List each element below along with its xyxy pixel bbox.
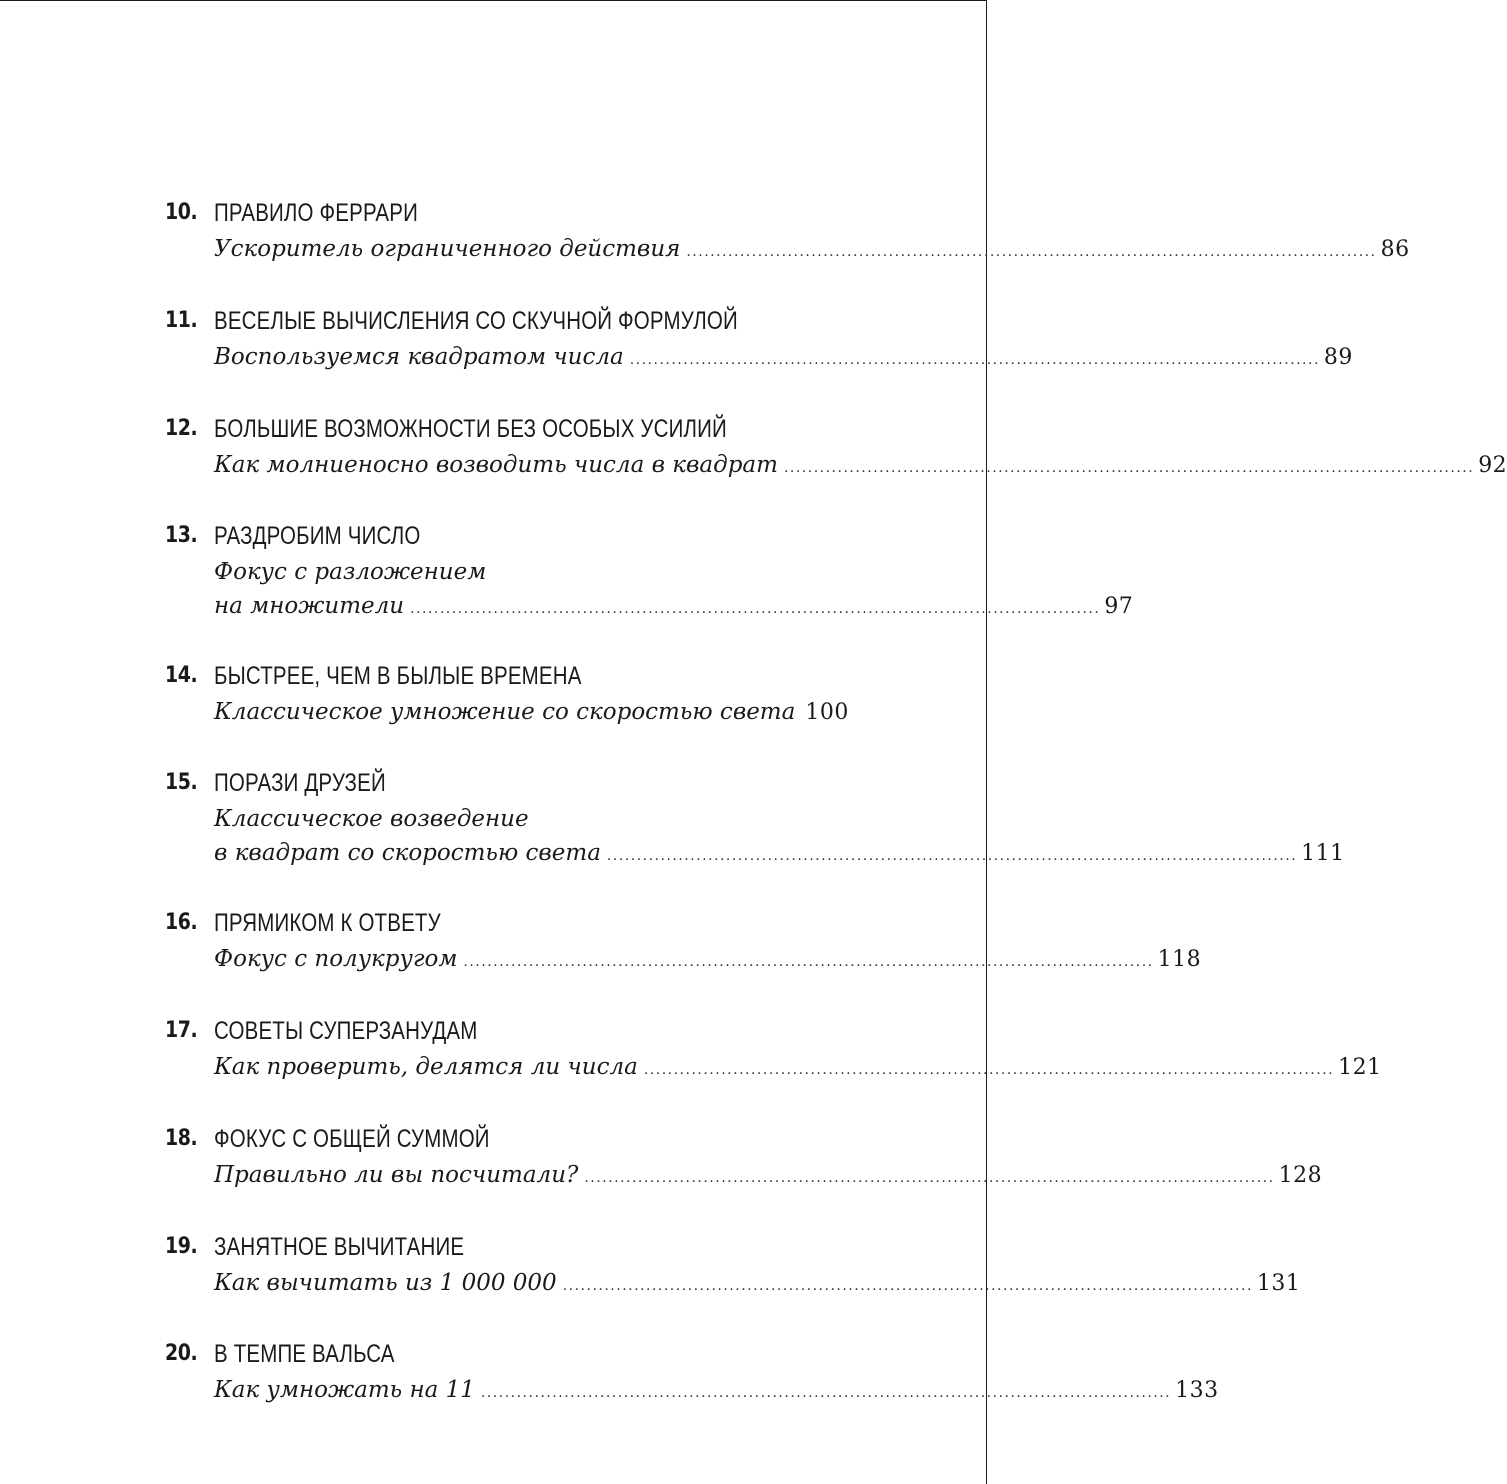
chapter-title: БЫСТРЕЕ, ЧЕМ В БЫЛЫЕ ВРЕМЕНА bbox=[214, 662, 582, 690]
page-number: 97 bbox=[1104, 594, 1134, 619]
chapter-subtitle bbox=[214, 234, 1410, 264]
page-number: 121 bbox=[1338, 1055, 1382, 1080]
page-number: 118 bbox=[1157, 947, 1202, 972]
page-number: 128 bbox=[1278, 1163, 1323, 1188]
subtitle-text-line1: Классическое возведение bbox=[214, 806, 529, 832]
chapter-number: 18. bbox=[165, 1126, 198, 1151]
dot-leader: .................................................................................................................... bbox=[480, 1385, 1172, 1401]
chapter-number: 10. bbox=[165, 200, 198, 225]
chapter-title: В ТЕМПЕ ВАЛЬСА bbox=[214, 1340, 395, 1368]
dot-leader: .................................................................................................................... bbox=[410, 601, 1101, 617]
dot-leader: .................................................................................................................... bbox=[783, 460, 1475, 476]
page-number: 111 bbox=[1301, 841, 1345, 866]
chapter-number: 15. bbox=[165, 770, 198, 795]
chapter-number: 13. bbox=[165, 523, 198, 548]
subtitle-text: Правильно ли вы посчитали? bbox=[214, 1162, 579, 1188]
chapter-subtitle bbox=[214, 1268, 1301, 1298]
dot-leader: .................................................................................................................... bbox=[463, 954, 1154, 970]
chapter-subtitle bbox=[214, 1375, 1219, 1405]
chapter-subtitle bbox=[214, 1160, 1323, 1190]
chapter-number: 20. bbox=[165, 1341, 198, 1366]
chapter-number: 19. bbox=[165, 1234, 198, 1259]
dot-leader: .................................................................................................................... bbox=[606, 848, 1298, 864]
page-number: 92 bbox=[1478, 453, 1507, 478]
chapter-title: РАЗДРОБИМ ЧИСЛО bbox=[214, 522, 421, 550]
subtitle-text: в квадрат со скоростью света bbox=[214, 840, 601, 866]
chapter-subtitle bbox=[214, 342, 1353, 372]
page-number: 133 bbox=[1175, 1378, 1219, 1403]
subtitle-text: Как молниеносно возводить числа в квадрат bbox=[214, 452, 778, 478]
chapter-title: БОЛЬШИЕ ВОЗМОЖНОСТИ БЕЗ ОСОБЫХ УСИЛИЙ bbox=[214, 415, 727, 443]
chapter-subtitle bbox=[214, 697, 848, 727]
subtitle-text: Воспользуемся квадратом числа bbox=[214, 344, 624, 370]
chapter-title: ПРЯМИКОМ К ОТВЕТУ bbox=[214, 909, 441, 937]
subtitle-text: Как проверить, делятся ли числа bbox=[214, 1054, 638, 1080]
page-number: 86 bbox=[1380, 237, 1410, 262]
dot-leader: .................................................................................................................... bbox=[562, 1278, 1253, 1294]
chapter-number: 12. bbox=[165, 416, 198, 441]
chapter-title: ФОКУС С ОБЩЕЙ СУММОЙ bbox=[214, 1125, 490, 1153]
dot-leader: .................................................................................................................... bbox=[584, 1170, 1275, 1186]
page-number: 89 bbox=[1323, 345, 1353, 370]
subtitle-text: Как вычитать из 1 000 000 bbox=[214, 1270, 557, 1296]
page-number: 131 bbox=[1256, 1271, 1301, 1296]
subtitle-text: Ускоритель ограниченного действия bbox=[214, 236, 681, 262]
chapter-title: ВЕСЕЛЫЕ ВЫЧИСЛЕНИЯ СО СКУЧНОЙ ФОРМУЛОЙ bbox=[214, 307, 738, 335]
chapter-subtitle bbox=[214, 450, 1507, 480]
chapter-title: СОВЕТЫ СУПЕРЗАНУДАМ bbox=[214, 1017, 478, 1045]
chapter-number: 11. bbox=[165, 308, 198, 333]
subtitle-text: на множители bbox=[214, 593, 405, 619]
subtitle-text-line1: Фокус с разложением bbox=[214, 559, 487, 585]
subtitle-text: Фокус с полукругом bbox=[214, 946, 458, 972]
chapter-number: 14. bbox=[165, 663, 198, 688]
dot-leader: .................................................................................................................... bbox=[629, 352, 1320, 368]
chapter-subtitle bbox=[214, 1052, 1382, 1082]
subtitle-text: Как умножать на 11 bbox=[214, 1377, 475, 1403]
page-number: 100 bbox=[805, 700, 849, 725]
chapter-number: 17. bbox=[165, 1018, 198, 1043]
chapter-title: ПОРАЗИ ДРУЗЕЙ bbox=[214, 769, 386, 797]
dot-leader: .................................................................................................................... bbox=[686, 244, 1377, 260]
chapter-subtitle bbox=[214, 804, 1345, 868]
chapter-number: 16. bbox=[165, 910, 198, 935]
subtitle-text: Классическое умножение со скоростью света bbox=[214, 699, 796, 725]
chapter-subtitle bbox=[214, 944, 1202, 974]
table-of-contents bbox=[0, 1, 1507, 1484]
chapter-title: ПРАВИЛО ФЕРРАРИ bbox=[214, 199, 418, 227]
dot-leader: .................................................................................................................... bbox=[643, 1062, 1335, 1078]
chapter-title: ЗАНЯТНОЕ ВЫЧИТАНИЕ bbox=[214, 1233, 465, 1261]
chapter-subtitle bbox=[214, 557, 1134, 621]
